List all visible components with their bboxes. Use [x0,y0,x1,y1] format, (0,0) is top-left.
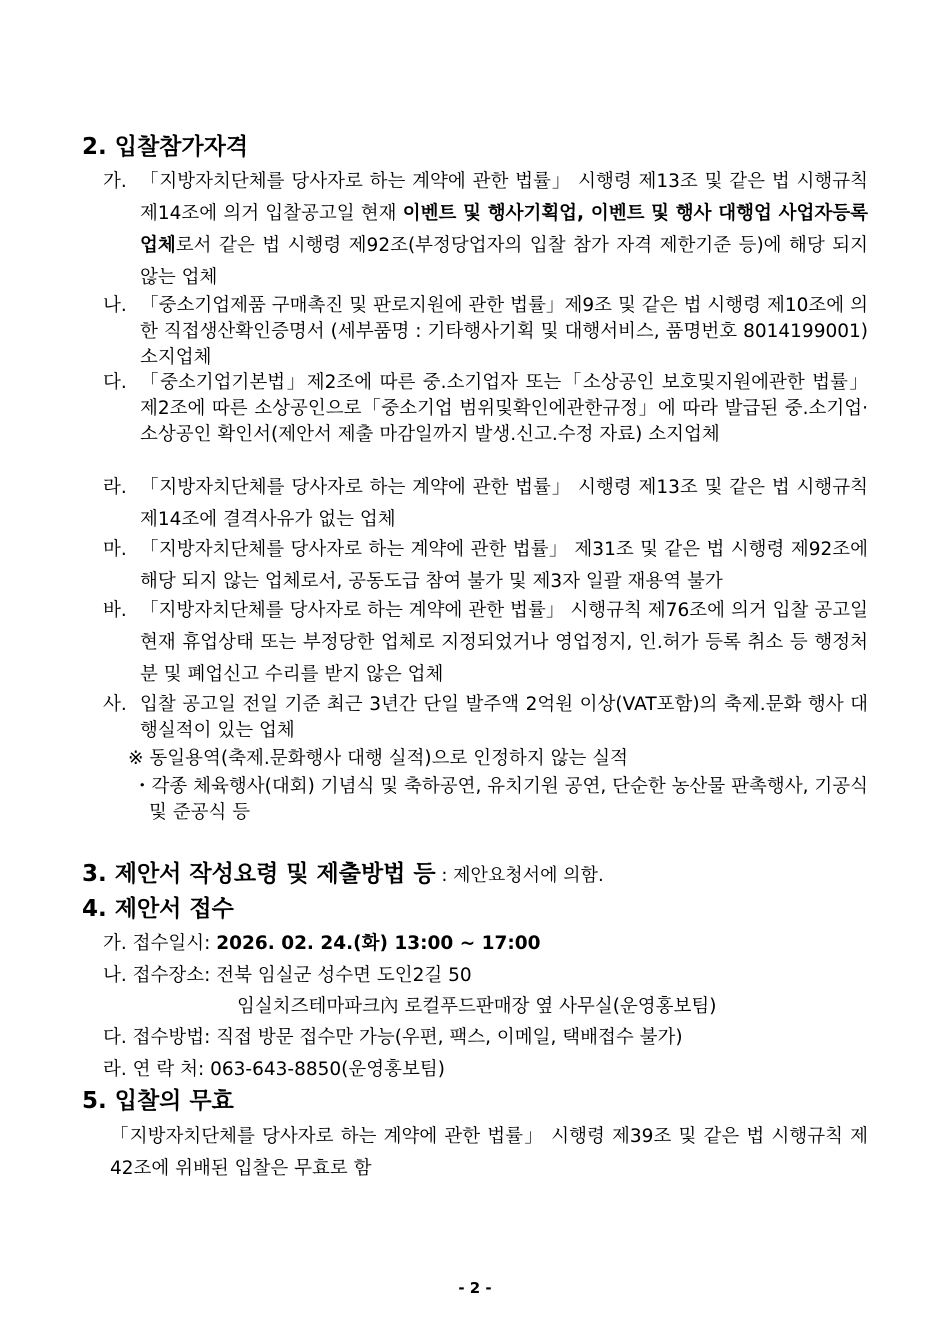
section-2-item-na [103,293,868,371]
section-5-title: 5. 입찰의 무효 [82,1088,234,1114]
item-marker: 마. [103,539,127,560]
section-5-text: 「지방자치단체를 당사자로 하는 계약에 관한 법률」 시행령 제39조 및 같은 법 시행규칙 제42조에 위배된 입찰은 무효로 함 [110,1126,868,1179]
item-marker: 가. [103,171,127,192]
section-2-item-da [103,370,868,448]
section-2-item-ga [103,166,868,294]
section-2-item-ra [103,472,868,536]
item-text: 「중소기업제품 구매촉진 및 판로지원에 관한 법률」제9조 및 같은 법 시행령 제10조에 의한 직접생산확인증명서 (세부품명 : 기타행사기획 및 대행서비스, 품명번호 8014199001)소지업체 [140,295,868,368]
section-4-title: 4. 제안서 접수 [82,896,234,922]
item-marker: 다. [103,372,127,393]
receipt-place-line1: 전북 임실군 성수면 도인2길 50 [216,965,472,986]
item-text: 「지방자치단체를 당사자로 하는 계약에 관한 법률」 시행규칙 제76조에 의거 입찰 공고일 현재 휴업상태 또는 부정당한 업체로 지정되었거나 영업정지, 인.허가 등록 취소 등 행정처분 및 폐업신고 수리를 받지 않은 업체 [140,600,868,685]
item-marker: 바. [103,600,127,621]
item-text: 「지방자치단체를 당사자로 하는 계약에 관한 법률」 시행령 제13조 및 같은 법 시행규칙 제14조에 의거 입찰공고일 현재 이벤트 및 행사기획업, 이벤트 및 행사 대행업 사업자등록 업체로서 같은 법 시행령 제92조(부정당업자의 입찰 참가 자격 제한기준 등)에 해당 되지 않는 업체 [140,171,868,288]
item-text: 「지방자치단체를 당사자로 하는 계약에 관한 법률」 시행령 제13조 및 같은 법 시행규칙 제14조에 결격사유가 없는 업체 [140,477,868,530]
receipt-place-line2: 임실치즈테마파크內 로컬푸드판매장 옆 사무실(운영홍보팀) [237,996,717,1017]
item-text: 「중소기업기본법」제2조에 따른 중.소기업자 또는「소상공인 보호및지원에관한 법률」제2조에 따른 소상공인으로「중소기업 범위및확인에관한규정」에 따라 발급된 중.소기업·소상공인 확인서(제안서 제출 마감일까지 발생.신고.수정 자료) 소지업체 [140,372,868,445]
receipt-method: 다. 접수방법: 직접 방문 접수만 가능(우편, 팩스, 이메일, 택배접수 불가) [103,1027,683,1048]
item-marker: 나. [103,295,127,316]
section-3-note: : 제안요청서에 의함. [435,865,604,886]
item-marker: 라. [103,477,127,498]
exclusion-note: ※ 동일용역(축제.문화행사 대행 실적)으로 인정하지 않는 실적 [128,748,629,769]
receipt-contact: 라. 연 락 처: 063-643-8850(운영홍보팀) [103,1059,445,1080]
section-2-item-sa [103,692,868,744]
bold-emphasis: 이벤트 및 행사기획업, 이벤트 및 행사 대행업 사업자등록 업체 [140,203,868,256]
section-2-item-ba [103,595,868,691]
receipt-place: 나. 접수장소: 전북 임실군 성수면 도인2길 50 [103,965,472,986]
item-marker: 사. [103,694,127,715]
receipt-time: 가. 접수일시: 2026. 02. 24.(화) 13:00 ~ 17:00 [103,933,541,954]
item-text: 「지방자치단체를 당사자로 하는 계약에 관한 법률」 제31조 및 같은 법 시행령 제92조에 해당 되지 않는 업체로서, 공동도급 참여 불가 및 제3자 일괄 재용역 불가 [140,539,868,592]
section-2-title: 2. 입찰참가자격 [82,134,249,160]
section-3-title: 3. 제안서 작성요령 및 제출방법 등 : 제안요청서에 의함. [82,861,604,887]
receipt-time-value: 2026. 02. 24.(화) 13:00 ~ 17:00 [216,933,541,954]
section-2-item-ma [103,534,868,598]
page-number: - 2 - [458,1279,492,1297]
item-text: 입찰 공고일 전일 기준 최근 3년간 단일 발주액 2억원 이상(VAT포함)의 축제.문화 행사 대행실적이 있는 업체 [140,694,868,741]
exclusion-bullet: ・각종 체육행사(대회) 기념식 및 축하공연, 유치기원 공연, 단순한 농산물 판촉행사, 기공식 및 준공식 등 [133,776,868,823]
